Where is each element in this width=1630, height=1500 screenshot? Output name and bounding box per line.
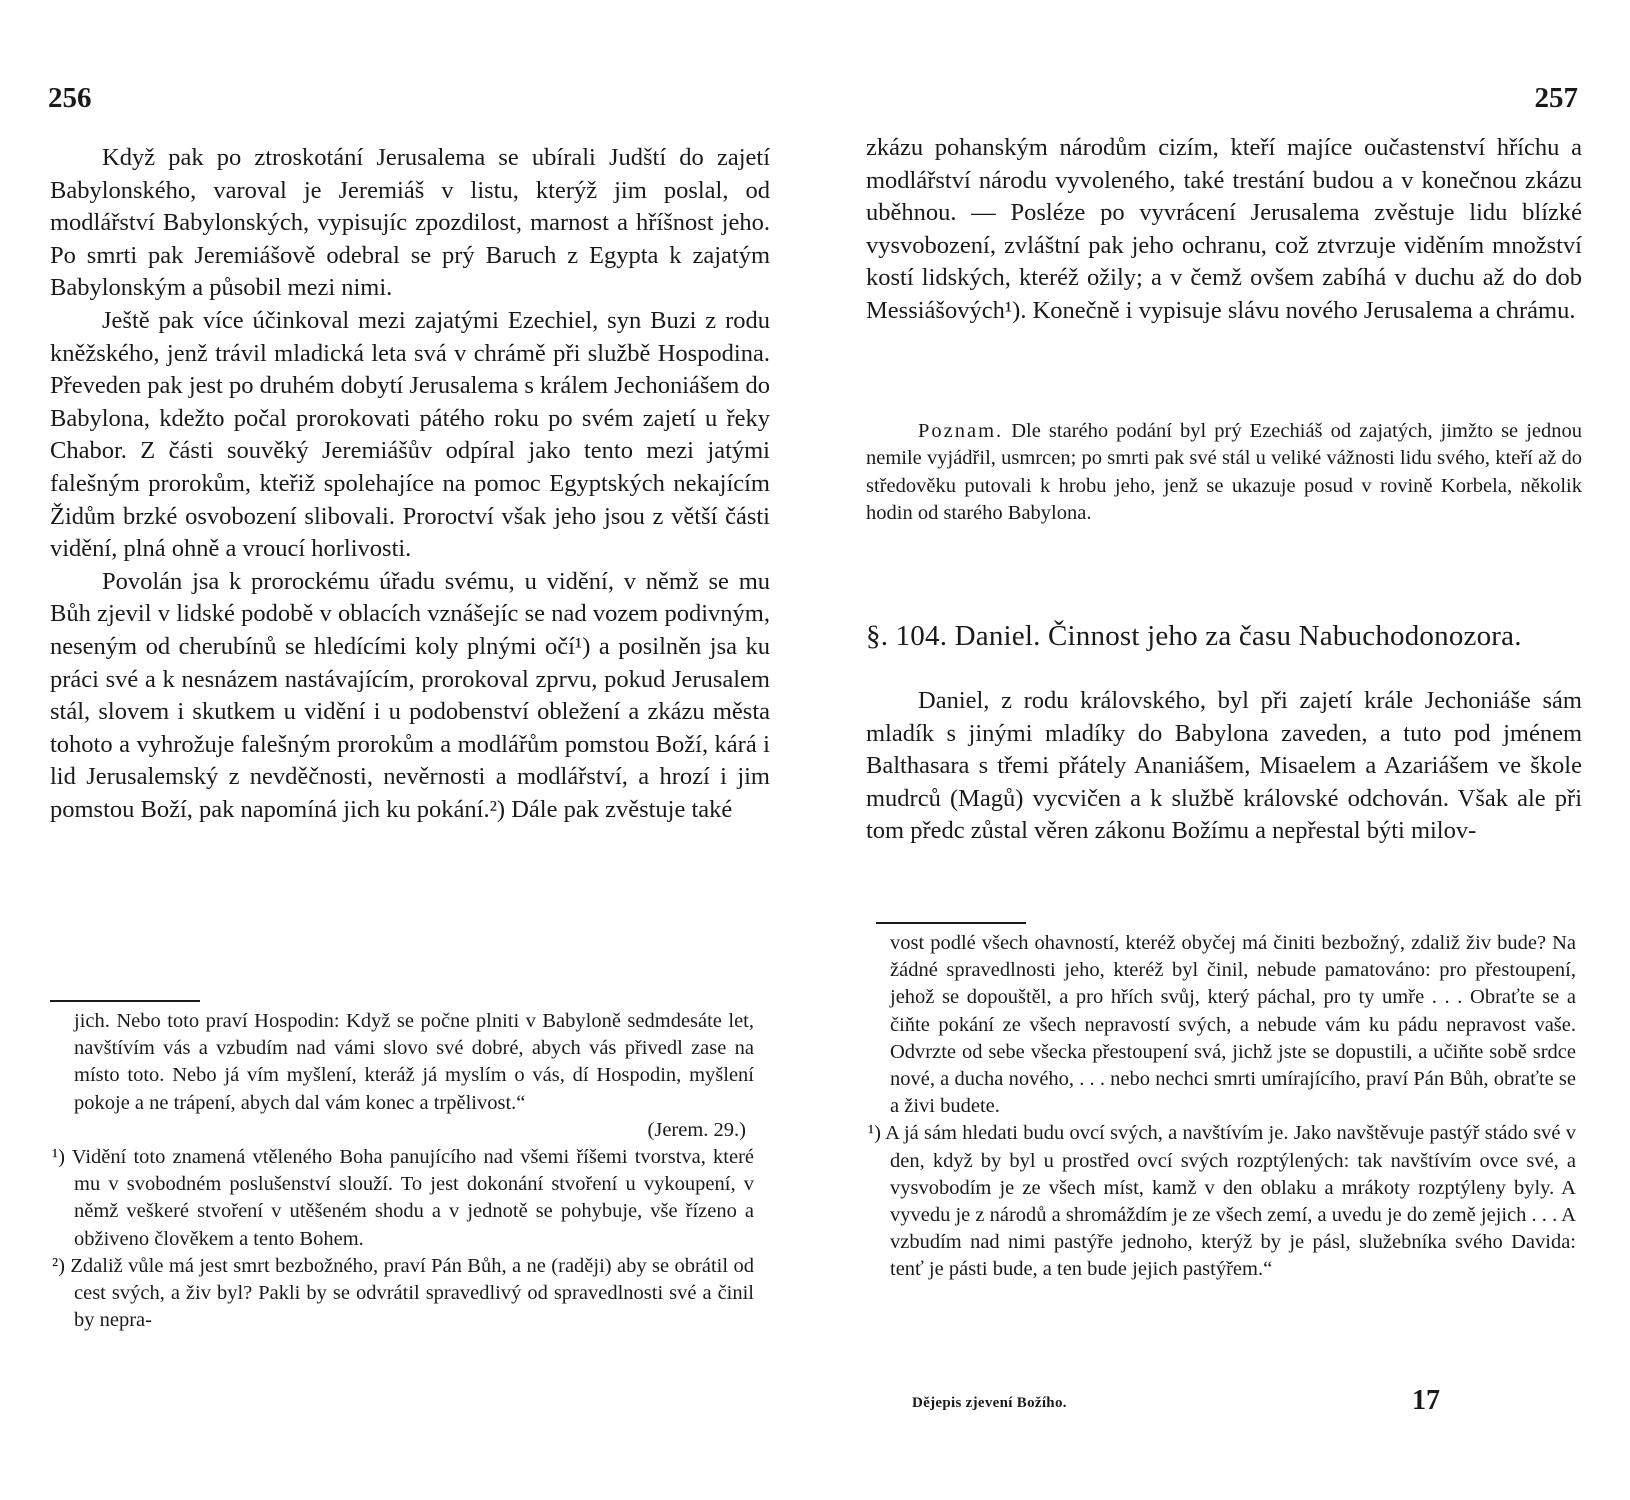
remark-label: Poznam.: [918, 420, 1004, 442]
remark-text: Dle starého podání byl prý Ezechiáš od zajatých, jimžto se jednou nemile vyjádřil, usmrcen; po smrti pak své stál u veliké vážnosti lidu svého, kteří až do středověku putovali k hrobu jeho, jenž se ukazuje posud v rovině Korbela, několik hodin od starého Babylona.: [866, 420, 1583, 525]
left-main-text: [50, 142, 770, 826]
footnote-continuation-left: jich. Nebo toto praví Hospodin: Když se počne plniti v Babyloně sedmdesáte let, navštívím vás a vzbudím nad vámi slovo své dobré, abych vás přivedl zase na místo toto. Nebo já vím myšlení, kteráž já myslím o vás, dí Hospodin, myšlení pokoje a ne trápení, abych dal vám konec a trpělivost.“: [74, 1010, 754, 1114]
footnote-2-left: ²) Zdaliž vůle má jest smrt bezbožného, praví Pán Bůh, a ne (raději) aby se obrátil od cest svých, a živ byl? Pakli by se odvrátil spravedlivý od spravedlnosti své a činil by nepra-: [52, 1254, 754, 1332]
footnote-rule-left: [50, 1000, 200, 1002]
right-footnotes: [868, 930, 1576, 1284]
page-number-left: 256: [48, 82, 92, 114]
paragraph-daniel: Daniel, z rodu královského, byl při zajetí krále Jechoniáše sám mladík s jinými mladíky do Babylona zaveden, a tuto pod jménem Balthasara s třemi přátely Ananiášem, Misaelem a Azariášem ve škole mudrců (Magů) vycvičen a k službě královské odchován. Však ale při tom předc zůstal věren zákonu Božímu a nepřestal býti milov-: [866, 687, 1582, 845]
footnote-continuation-right: vost podlé všech ohavností, kteréž obyčej má činiti bezbožný, zdaliž živ bude? Na žádné spravedlnosti jeho, kteréž byl činil, nebude pamatováno: pro přestoupení, jehož se dopouštěl, a pro hřích svůj, který páchal, pro ty umře . . . Obraťte se a čiňte pokání ze všech nepravostí svých, a nebude vám ku pádu nepravost vaše. Odvrzte od sebe všecka přestoupení svá, jichž jste se dopustili, a učiňte sobě srdce nové, a ducha nového, . . . nebo nechci smrti umírajícího, praví Pán Bůh, obraťte se a živi budete.: [890, 932, 1576, 1118]
daniel-text: [866, 685, 1582, 848]
paragraph-continuation: zkázu pohanským národům cizím, kteří majíce oučastenství hříchu a modlářství národu vyvoleného, také trestání budou a v konečnou zkázu uběhnou. — Posléze po vyvrácení Jerusalema zvěstuje lidu blízké vysvobození, zvláštní pak jeho ochranu, což ztvrzuje viděním množství kostí lidských, kteréž ožily; a v čemž ovšem zabíhá v duchu až do dob Messiášových¹). Konečně i vypisuje slávu nového Jerusalema a chrámu.: [866, 134, 1582, 324]
footnote-rule-right: [876, 922, 1026, 924]
remark-block: [866, 418, 1582, 528]
left-footnotes: [52, 1008, 754, 1334]
paragraph-ezechiel: Ještě pak více účinkoval mezi zajatými Ezechiel, syn Buzi z rodu kněžského, jenž trávil mladická leta svá v chrámě při službě Hospodina. Převeden pak jest po druhém dobytí Jerusalema s králem Jechoniášem do Babylona, kdežto počal prorokovati pátého roku po svém zajetí u řeky Chabor. Z části souvěký Jeremiášův odpíral jako tento mezi jatými falešným prorokům, kteřiž spolehajíce na pomoc Egyptských nekajícím Židům brzké osvobození slibovali. Proroctví však jeho jsou z větší části vidění, plná ohně a vroucí horlivosti.: [50, 306, 770, 563]
citation-jerem: (Jerem. 29.): [647, 1118, 746, 1141]
sheet-number: 17: [1412, 1385, 1440, 1416]
signature-mark: Dějepis zjevení Božího.: [912, 1395, 1067, 1411]
right-main-text: [866, 132, 1582, 328]
footnote-1-left: ¹) Vidění toto znamená vtěleného Boha panujícího nad všemi říšemi tvorstva, které mu v svobodném poslušenství slouží. To jest dokonání stvoření u vykoupení, v němž veškeré stvoření v utěšeném shodu a v jednotě se pohybuje, vše řízeno a obživeno člověkem a tento Bohem.: [52, 1146, 754, 1250]
section-heading: §. 104. Daniel. Činnost jeho za času Nabuchodonozora.: [866, 620, 1522, 652]
page-number-right: 257: [1534, 82, 1578, 114]
paragraph-prophetic-office: Povolán jsa k prorockému úřadu svému, u vidění, v němž se mu Bůh zjevil v lidské podobě v oblacích vznášejíc se nad vozem podivným, neseným od cherubínů se hledícími koly plnými očí¹) a posilněn jsa ku práci své a k nesnázem nastávajícím, prorokoval zprvu, pokud Jerusalem stál, slovem i skutkem u vidění i u podobenství obležení a zkázu města tohoto a vyhrožuje falešným prorokům a modlářům pomstou Boží, kárá i lid Jerusalemský z nevděčnosti, nevěrnosti a modlářství, a hrozí i jim pomstou Boží, pak napomíná jich ku pokání.²) Dále pak zvěstuje také: [50, 567, 770, 823]
footnote-1-right: ¹) A já sám hledati budu ovcí svých, a navštívím je. Jako navštěvuje pastýř stádo své v den, když by byl u prostřed ovcí svých rozptýlených: tak navštívím ovce své, a vysvobodím je ze všech míst, kamž v den oblaku a mrákoty rozptýleny byly. A vyvedu je z národů a shromáždím je ze všech zemí, a uvedu je do země jejich . . . A vzbudím nad nimi pastýře jednoho, kterýž by je pásl, služebníka svého Davida: tenť je pásti bude, a ten bude jejich pastýřem.“: [868, 1122, 1576, 1281]
paragraph-jeremiah: Když pak po ztroskotání Jerusalema se ubírali Judští do zajetí Babylonského, varoval je Jeremiáš v listu, kterýž jim poslal, od modlářství Babylonských, vypisujíc zpozdilost, marnost a hříšnost jeho. Po smrti pak Jeremiášově odebral se prý Baruch z Egypta k zajatým Babylonským a působil mezi nimi.: [50, 144, 770, 302]
